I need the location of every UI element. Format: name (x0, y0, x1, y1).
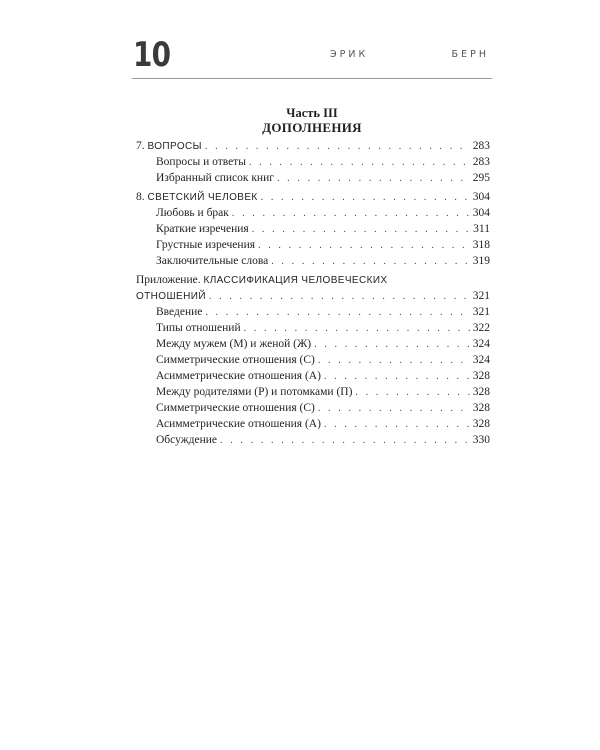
toc-entry-title: Асимметрические отношения (А) (156, 370, 321, 382)
part-title: ДОПОЛНЕНИЯ (262, 120, 362, 135)
toc-entry[interactable] (136, 416, 490, 432)
appendix-title-line-1: КЛАССИФИКАЦИЯ ЧЕЛОВЕЧЕСКИХ (203, 275, 388, 286)
dot-leader (261, 190, 470, 206)
toc-entry-page: 328 (472, 402, 490, 414)
toc-entry[interactable] (136, 336, 490, 352)
dot-leader (324, 369, 470, 385)
dot-leader (220, 433, 470, 449)
toc-entry-title: Между родителями (Р) и потомками (П) (156, 386, 353, 398)
dot-leader (318, 353, 470, 369)
header-rule (132, 78, 492, 79)
toc-entry-page: 321 (472, 306, 490, 318)
dot-leader (244, 321, 470, 337)
toc-entry-page: 319 (472, 255, 490, 267)
chapter-title: СВЕТСКИЙ ЧЕЛОВЕК (147, 192, 258, 203)
toc-entry-page: 322 (472, 322, 490, 334)
toc-entry-page: 283 (472, 156, 490, 168)
dot-leader (318, 401, 470, 417)
toc-entry-title: Грустные изречения (156, 239, 256, 251)
toc-entry-title (136, 138, 202, 155)
toc-entry[interactable] (136, 221, 490, 237)
toc-appendix-line-2[interactable] (136, 288, 490, 304)
toc-entry-page: 328 (472, 370, 490, 382)
dot-leader (205, 305, 469, 321)
toc-entry[interactable] (136, 253, 490, 269)
toc-entry[interactable] (136, 304, 490, 320)
toc-entry-title: Между мужем (М) и женой (Ж) (156, 338, 312, 350)
dot-leader (205, 139, 470, 155)
dot-leader (271, 254, 470, 270)
toc-entry[interactable] (136, 400, 490, 416)
chapter-number: 8. (136, 191, 148, 203)
toc-chapter-7[interactable] (136, 138, 490, 154)
toc-entry-title: Краткие изречения (156, 223, 249, 235)
toc-entry-title: Асимметрические отношения (А) (156, 418, 321, 430)
part-label: Часть III (286, 106, 338, 120)
toc-entry[interactable] (136, 352, 490, 368)
toc-entry-page: 311 (473, 223, 490, 235)
toc-entry-page: 328 (472, 418, 490, 430)
toc-chapter-8[interactable] (136, 189, 490, 205)
dot-leader (249, 155, 470, 171)
toc-entry-title: Любовь и брак (156, 207, 229, 219)
toc-entry-page: 324 (472, 338, 490, 350)
toc-entry-page: 283 (472, 140, 490, 152)
toc-entry-page: 295 (472, 172, 490, 184)
dot-leader (277, 171, 470, 187)
toc-entry-title: Избранный список книг (156, 172, 274, 184)
page-number: 10 (133, 35, 171, 75)
chapter-title: ВОПРОСЫ (147, 141, 202, 152)
toc-entry-page: 304 (472, 191, 490, 203)
toc-entry-page: 328 (472, 386, 490, 398)
toc-entry-title: Введение (156, 306, 203, 318)
toc-entry[interactable] (136, 368, 490, 384)
toc-appendix-line-1[interactable] (136, 272, 490, 288)
running-head (330, 50, 486, 60)
toc-entry-page: 330 (472, 434, 490, 446)
dot-leader (258, 238, 470, 254)
toc-entry-title: Типы отношений (156, 322, 241, 334)
toc-entry-title (136, 189, 258, 206)
toc-entry-title: Симметрические отношения (С) (156, 402, 315, 414)
running-head-author-first: Э Р И К (330, 49, 366, 60)
running-head-author-last: Б Е Р Н (451, 49, 486, 60)
dot-leader (324, 417, 470, 433)
toc-entry[interactable] (136, 170, 490, 186)
toc-entry[interactable] (136, 384, 490, 400)
toc-entry[interactable] (136, 205, 490, 221)
toc-entry-title: Обсуждение (156, 434, 218, 446)
dot-leader (209, 289, 470, 305)
toc-entry-title: Заключительные слова (156, 255, 269, 267)
table-of-contents (136, 138, 490, 448)
dot-leader (314, 337, 470, 353)
dot-leader (232, 206, 470, 222)
dot-leader (252, 222, 470, 238)
toc-entry[interactable] (136, 320, 490, 336)
chapter-number: 7. (136, 140, 148, 152)
toc-entry[interactable] (136, 154, 490, 170)
appendix-prefix: Приложение. (136, 274, 204, 286)
dot-leader (355, 385, 469, 401)
toc-entry[interactable] (136, 237, 490, 253)
toc-entry-title: Вопросы и ответы (156, 156, 246, 168)
toc-entry-page: 324 (472, 354, 490, 366)
toc-entry-page: 318 (472, 239, 490, 251)
toc-entry-page: 304 (472, 207, 490, 219)
toc-entry-page: 321 (472, 290, 490, 302)
appendix-title-line-2: ОТНОШЕНИЙ (136, 291, 206, 302)
toc-entry[interactable] (136, 432, 490, 448)
toc-entry-title: Симметрические отношения (С) (156, 354, 315, 366)
